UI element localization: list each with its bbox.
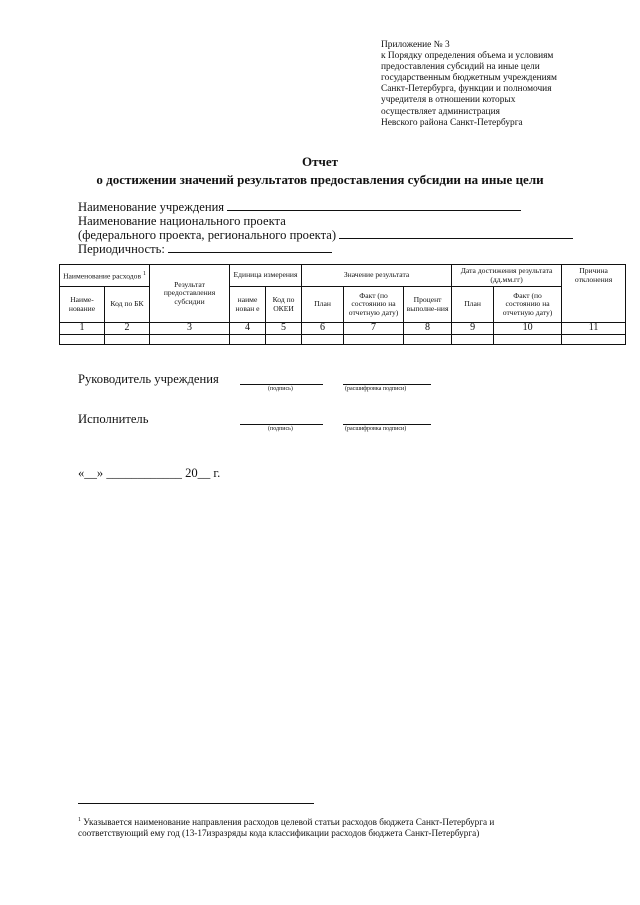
executor-signature-caption: (подпись) [268,426,293,432]
appendix-line: осуществляет администрация [381,106,500,117]
executor-decode-line[interactable] [343,423,431,425]
col-number: 3 [150,323,230,335]
table-header-row-1 [60,265,626,287]
table-cell[interactable] [302,335,344,345]
periodicity-field [78,242,332,256]
table-cell[interactable] [562,335,626,345]
date-line [78,466,220,481]
head-signature-caption: (подпись) [268,386,293,392]
header-date: Дата достижения результата (дд.мм.гг) [452,265,562,287]
appendix-line: Санкт-Петербурга, функции и полномочия [381,84,552,95]
table-empty-row [60,335,626,345]
header-date-plan: План [452,287,494,323]
appendix-line: Приложение № 3 [381,40,450,50]
table-cell[interactable] [404,335,452,345]
header-fact: Факт (по состоянию на отчетную дату) [344,287,404,323]
appendix-line: государственным бюджетным учреждениям [381,73,557,84]
table-cell[interactable] [60,335,105,345]
appendix-line: учредителя в отношении которых [381,95,516,106]
date-year[interactable]: 20__ г. [185,466,221,480]
project-label-1: Наименование национального проекта [78,214,286,228]
header-unit-name: наиме нован е [230,287,266,323]
project-label-2: (федерального проекта, регионального проекта) [78,228,337,242]
executor-label: Исполнитель [78,412,149,426]
institution-input-line[interactable] [227,200,521,211]
table-number-row [60,323,626,335]
col-number: 10 [494,323,562,335]
header-okei: Код по ОКЕИ [266,287,302,323]
footnote-marker: 1 [78,817,81,823]
appendix-line: Невского района Санкт-Петербурга [381,117,523,128]
date-month[interactable]: ____________ [106,466,182,480]
report-table [59,264,626,345]
col-number: 4 [230,323,266,335]
project-field [78,228,573,242]
table-cell[interactable] [150,335,230,345]
col-number: 9 [452,323,494,335]
header-percent: Процент выполне-ния [404,287,452,323]
footnote [78,815,558,839]
footnote-text: Указывается наименование направления расходов целевой статьи расходов бюджета Санкт-Петербурга и соответствующий ему год (13-17изразряды кода классификации расходов бюджета Санкт-Петербурга) [78,817,495,839]
header-code-bk: Код по БК [105,287,150,323]
header-plan: План [302,287,344,323]
col-number: 6 [302,323,344,335]
col-number: 8 [404,323,452,335]
report-subtitle: о достижении значений результатов предоставления субсидии на иные цели [96,172,544,187]
col-number: 7 [344,323,404,335]
periodicity-input-line[interactable] [168,242,332,253]
header-expenses: Наименование расходов $^1$ [60,265,150,287]
header-name: Наиме-нование [60,287,105,323]
appendix-line: к Порядку определения объема и условиям [381,51,554,62]
header-reason: Причина отклонения [562,265,626,323]
head-decode-caption: (расшифровка подписи) [345,386,407,392]
table-header-row-2 [60,287,626,323]
date-day[interactable]: «__» [78,466,104,480]
table-cell[interactable] [494,335,562,345]
col-number: 11 [562,323,626,335]
appendix-block [381,40,621,129]
table-cell[interactable] [452,335,494,345]
appendix-line: предоставления субсидий на иные цели [381,62,540,73]
table-cell[interactable] [230,335,266,345]
institution-field [78,200,521,214]
head-signature-line[interactable] [240,383,323,385]
institution-label: Наименование учреждения [78,200,225,214]
header-date-fact: Факт (по состоянию на отчетную дату) [494,287,562,323]
table-cell[interactable] [266,335,302,345]
header-result: Результат предоставления субсидии [150,265,230,323]
header-unit: Единица измерения [230,265,302,287]
project-input-line[interactable] [339,228,573,239]
col-number: 2 [105,323,150,335]
header-value: Значение результата [302,265,452,287]
periodicity-label: Периодичность: [78,242,165,256]
footnote-divider [78,803,314,804]
col-number: 5 [266,323,302,335]
head-decode-line[interactable] [343,383,431,385]
table-cell[interactable] [344,335,404,345]
col-number: 1 [60,323,105,335]
report-title: Отчет [302,154,338,169]
executor-signature-line[interactable] [240,423,323,425]
table-cell[interactable] [105,335,150,345]
footnote-ref: 1 [142,270,146,277]
executor-decode-caption: (расшифровка подписи) [345,426,407,432]
head-label: Руководитель учреждения [78,372,219,386]
